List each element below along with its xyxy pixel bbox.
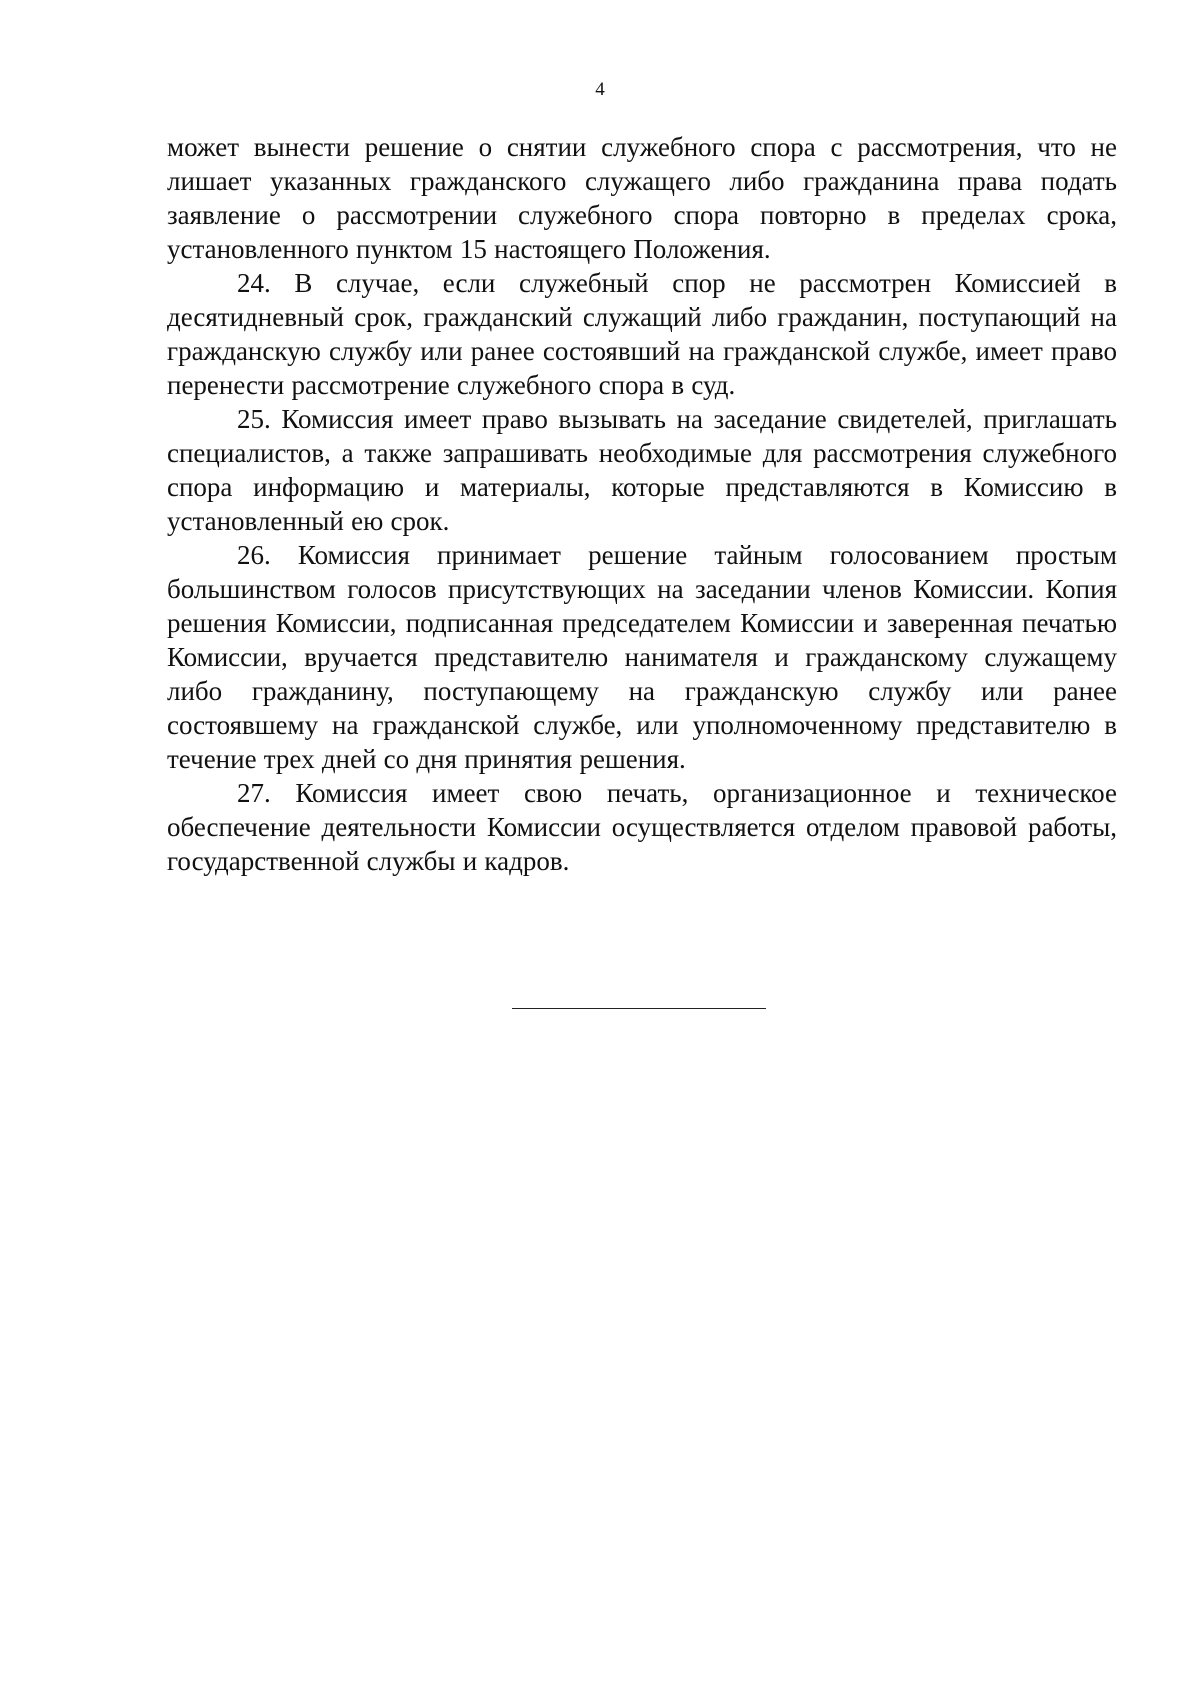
document-body: [167, 130, 1117, 878]
paragraph-26: 26. Комиссия принимает решение тайным голосованием простым большинством голосов присутствующих на заседании членов Комиссии. Копия решения Комиссии, подписанная председателем Комиссии и заверенная печатью Комиссии, вручается представителю нанимателя и гражданскому служащему либо гражданину, поступающему на гражданскую службу или ранее состоявшему на гражданской службе, или уполномоченному представителю в течение трех дней со дня принятия решения.: [167, 540, 1117, 774]
paragraph-24: 24. В случае, если служебный спор не рассмотрен Комиссией в десятидневный срок, гражданский служащий либо гражданин, поступающий на гражданскую службу или ранее состоявший на гражданской службе, имеет право перенести рассмотрение служебного спора в суд.: [167, 268, 1117, 400]
paragraph-25: 25. Комиссия имеет право вызывать на заседание свидетелей, приглашать специалистов, а также запрашивать необходимые для рассмотрения служебного спора информацию и материалы, которые представляются в Комиссию в установленный ею срок.: [167, 404, 1117, 536]
page-number: 4: [595, 79, 605, 100]
paragraph-27: 27. Комиссия имеет свою печать, организационное и техническое обеспечение деятельности Комиссии осуществляется отделом правовой работы, государственной службы и кадров.: [167, 778, 1117, 876]
end-of-document-rule: [512, 1008, 766, 1009]
paragraph-continuation: может вынести решение о снятии служебного спора с рассмотрения, что не лишает указанных гражданского служащего либо гражданина права подать заявление о рассмотрении служебного спора повторно в пределах срока, установленного пунктом 15 настоящего Положения.: [167, 132, 1117, 264]
